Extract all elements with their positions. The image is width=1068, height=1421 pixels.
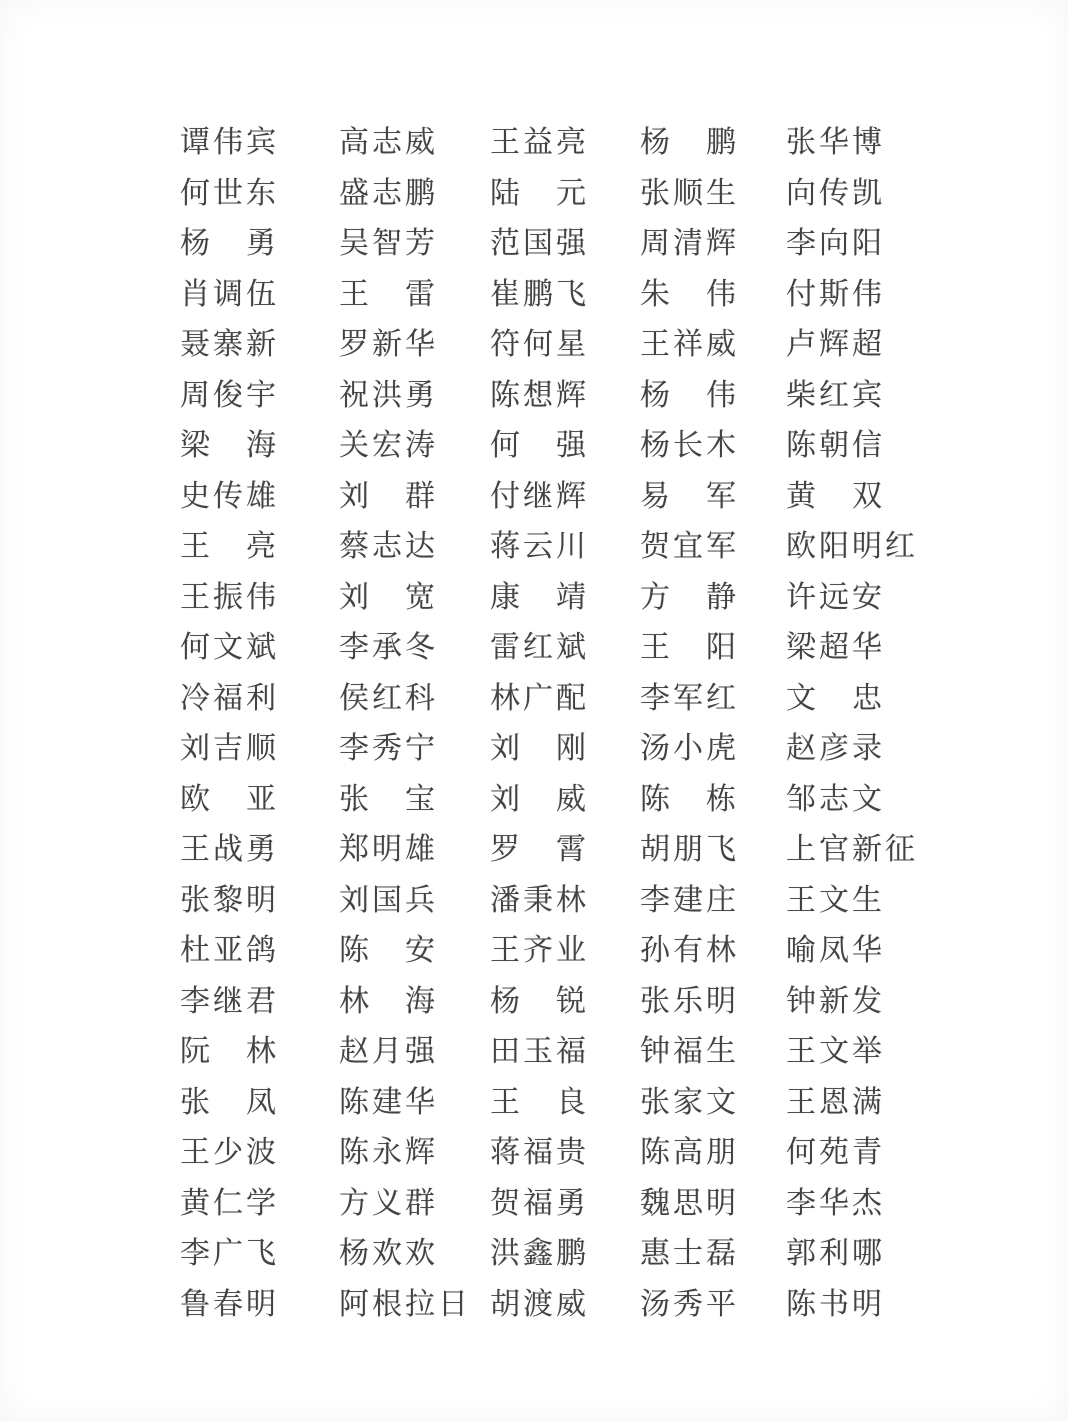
name-cell: 阿根拉日 — [339, 1287, 471, 1321]
name-cell: 张乐明 — [640, 984, 739, 1018]
name-cell: 杨 伟 — [640, 378, 739, 412]
name-cell: 王 阳 — [640, 631, 739, 665]
name-cell: 刘国兵 — [339, 883, 438, 917]
name-cell: 蒋云川 — [490, 530, 589, 564]
name-cell: 蒋福贵 — [490, 1136, 589, 1170]
name-cell: 张顺生 — [640, 176, 739, 210]
name-cell: 王恩满 — [786, 1085, 885, 1119]
name-cell: 惠士磊 — [640, 1237, 739, 1271]
name-cell: 付斯伟 — [786, 277, 885, 311]
name-cell: 林 海 — [339, 984, 438, 1018]
name-cell: 周清辉 — [640, 227, 739, 261]
name-cell: 聂寨新 — [180, 328, 279, 362]
name-cell: 张 凤 — [180, 1085, 279, 1119]
name-cell: 张 宝 — [339, 782, 438, 816]
name-cell: 方 静 — [640, 580, 739, 614]
name-cell: 易 军 — [640, 479, 739, 513]
name-cell: 上官新征 — [786, 833, 918, 867]
name-cell: 朱 伟 — [640, 277, 739, 311]
name-cell: 高志威 — [339, 126, 438, 160]
name-cell: 蔡志达 — [339, 530, 438, 564]
name-cell: 陈高朋 — [640, 1136, 739, 1170]
name-cell: 史传雄 — [180, 479, 279, 513]
name-cell: 胡朋飞 — [640, 833, 739, 867]
name-cell: 陈书明 — [786, 1287, 885, 1321]
name-cell: 陈 栋 — [640, 782, 739, 816]
name-cell: 康 靖 — [490, 580, 589, 614]
name-cell: 李承冬 — [339, 631, 438, 665]
name-cell: 梁超华 — [786, 631, 885, 665]
name-cell: 付继辉 — [490, 479, 589, 513]
name-cell: 雷红斌 — [490, 631, 589, 665]
name-cell: 王 亮 — [180, 530, 279, 564]
name-cell: 文 忠 — [786, 681, 885, 715]
name-cell: 李继君 — [180, 984, 279, 1018]
name-cell: 汤小虎 — [640, 732, 739, 766]
name-cell: 郑明雄 — [339, 833, 438, 867]
name-cell: 向传凯 — [786, 176, 885, 210]
name-cell: 李建庄 — [640, 883, 739, 917]
name-cell: 陈朝信 — [786, 429, 885, 463]
name-cell: 刘吉顺 — [180, 732, 279, 766]
name-cell: 杨 锐 — [490, 984, 589, 1018]
name-cell: 杨 鹏 — [640, 126, 739, 160]
name-cell: 陆 元 — [490, 176, 589, 210]
name-cell: 肖调伍 — [180, 277, 279, 311]
name-cell: 吴智芳 — [339, 227, 438, 261]
name-cell: 盛志鹏 — [339, 176, 438, 210]
name-cell: 王 雷 — [339, 277, 438, 311]
name-cell: 王文生 — [786, 883, 885, 917]
name-cell: 何 强 — [490, 429, 589, 463]
name-cell: 谭伟宾 — [180, 126, 279, 160]
name-cell: 钟福生 — [640, 1035, 739, 1069]
name-cell: 钟新发 — [786, 984, 885, 1018]
name-cell: 陈建华 — [339, 1085, 438, 1119]
name-cell: 杨欢欢 — [339, 1237, 438, 1271]
name-cell: 杜亚鸽 — [180, 934, 279, 968]
name-cell: 陈 安 — [339, 934, 438, 968]
name-cell: 梁 海 — [180, 429, 279, 463]
name-cell: 祝洪勇 — [339, 378, 438, 412]
name-cell: 刘 群 — [339, 479, 438, 513]
name-cell: 胡渡威 — [490, 1287, 589, 1321]
name-cell: 王文举 — [786, 1035, 885, 1069]
name-cell: 刘 宽 — [339, 580, 438, 614]
name-cell: 鲁春明 — [180, 1287, 279, 1321]
name-cell: 范国强 — [490, 227, 589, 261]
name-cell: 王振伟 — [180, 580, 279, 614]
name-cell: 李军红 — [640, 681, 739, 715]
name-cell: 赵月强 — [339, 1035, 438, 1069]
name-cell: 阮 林 — [180, 1035, 279, 1069]
name-cell: 周俊宇 — [180, 378, 279, 412]
name-cell: 喻凤华 — [786, 934, 885, 968]
name-cell: 田玉福 — [490, 1035, 589, 1069]
name-cell: 邹志文 — [786, 782, 885, 816]
name-cell: 潘秉林 — [490, 883, 589, 917]
name-cell: 何世东 — [180, 176, 279, 210]
name-cell: 王齐业 — [490, 934, 589, 968]
name-cell: 罗新华 — [339, 328, 438, 362]
name-cell: 贺福勇 — [490, 1186, 589, 1220]
name-cell: 许远安 — [786, 580, 885, 614]
name-cell: 欧 亚 — [180, 782, 279, 816]
name-cell: 汤秀平 — [640, 1287, 739, 1321]
name-roster-grid — [180, 118, 918, 1330]
name-cell: 王 良 — [490, 1085, 589, 1119]
name-cell: 李广飞 — [180, 1237, 279, 1271]
name-cell: 王战勇 — [180, 833, 279, 867]
name-cell: 陈永辉 — [339, 1136, 438, 1170]
name-cell: 王祥威 — [640, 328, 739, 362]
name-cell: 赵彦录 — [786, 732, 885, 766]
name-cell: 洪鑫鹏 — [490, 1237, 589, 1271]
name-cell: 陈想辉 — [490, 378, 589, 412]
name-cell: 贺宜军 — [640, 530, 739, 564]
name-cell: 关宏涛 — [339, 429, 438, 463]
name-cell: 郭利哪 — [786, 1237, 885, 1271]
name-cell: 林广配 — [490, 681, 589, 715]
name-cell: 杨长木 — [640, 429, 739, 463]
name-cell: 侯红科 — [339, 681, 438, 715]
name-cell: 李秀宁 — [339, 732, 438, 766]
name-cell: 崔鹏飞 — [490, 277, 589, 311]
name-cell: 欧阳明红 — [786, 530, 918, 564]
name-cell: 孙有林 — [640, 934, 739, 968]
name-cell: 张黎明 — [180, 883, 279, 917]
name-cell: 柴红宾 — [786, 378, 885, 412]
name-cell: 王少波 — [180, 1136, 279, 1170]
name-cell: 张家文 — [640, 1085, 739, 1119]
name-cell: 刘 威 — [490, 782, 589, 816]
name-cell: 杨 勇 — [180, 227, 279, 261]
name-cell: 张华博 — [786, 126, 885, 160]
name-cell: 黄仁学 — [180, 1186, 279, 1220]
name-cell: 李向阳 — [786, 227, 885, 261]
name-cell: 何苑青 — [786, 1136, 885, 1170]
name-cell: 王益亮 — [490, 126, 589, 160]
name-cell: 冷福利 — [180, 681, 279, 715]
name-cell: 符何星 — [490, 328, 589, 362]
name-cell: 罗 霄 — [490, 833, 589, 867]
name-cell: 方义群 — [339, 1186, 438, 1220]
name-cell: 魏思明 — [640, 1186, 739, 1220]
name-cell: 刘 刚 — [490, 732, 589, 766]
name-cell: 李华杰 — [786, 1186, 885, 1220]
name-cell: 黄 双 — [786, 479, 885, 513]
name-cell: 卢辉超 — [786, 328, 885, 362]
name-cell: 何文斌 — [180, 631, 279, 665]
